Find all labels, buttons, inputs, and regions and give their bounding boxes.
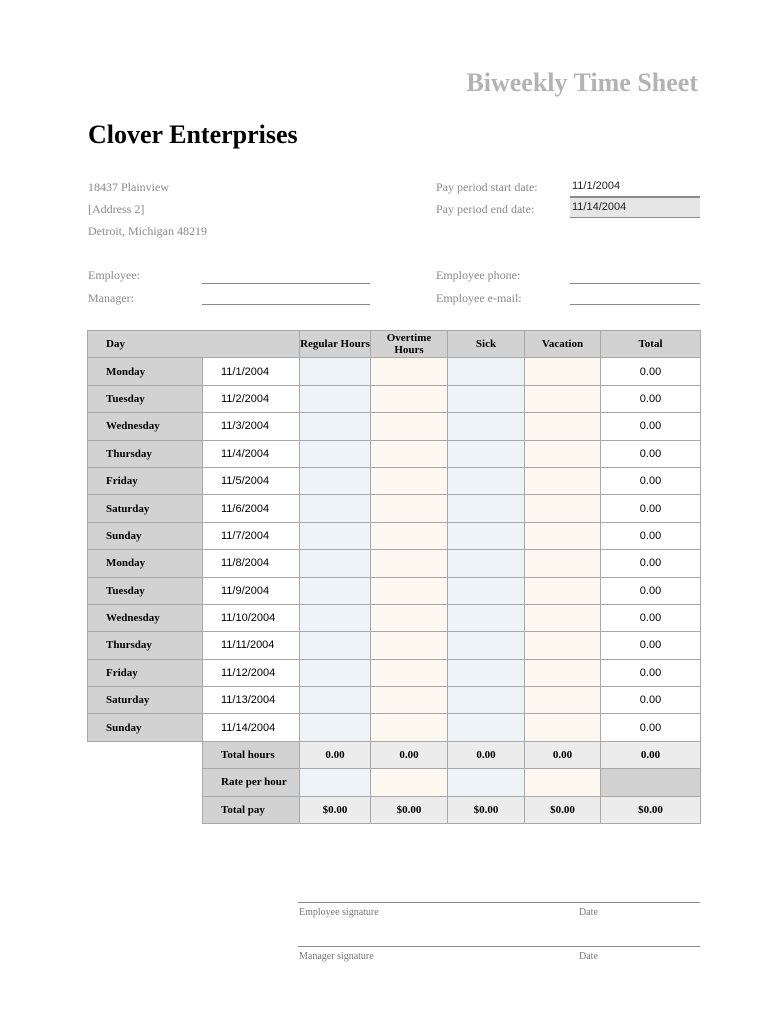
row-total-cell: 0.00 <box>601 413 701 440</box>
day-name-cell: Sunday <box>88 714 203 741</box>
header-day: Day <box>88 331 300 358</box>
manager-signature-line[interactable] <box>298 946 700 947</box>
pay-period-start-label: Pay period start date: <box>436 180 538 194</box>
vacation-hours-cell[interactable] <box>525 495 601 522</box>
blank-cell <box>88 769 203 796</box>
overtime-hours-cell[interactable] <box>371 413 448 440</box>
regular-hours-cell[interactable] <box>300 632 371 659</box>
sick-hours-cell[interactable] <box>448 495 525 522</box>
table-header-row <box>88 331 701 358</box>
vacation-hours-cell[interactable] <box>525 687 601 714</box>
vacation-hours-cell[interactable] <box>525 385 601 412</box>
regular-hours-cell[interactable] <box>300 358 371 385</box>
regular-hours-cell[interactable] <box>300 495 371 522</box>
employee-email-label: Employee e-mail: <box>436 291 522 305</box>
row-total-cell: 0.00 <box>601 440 701 467</box>
pay-period-start-value: 11/1/2004 <box>572 180 621 192</box>
date-cell: 11/6/2004 <box>203 495 300 522</box>
header-vacation: Vacation <box>525 331 601 358</box>
day-name-cell: Wednesday <box>88 413 203 440</box>
manager-label: Manager: <box>88 291 134 305</box>
regular-hours-cell[interactable] <box>300 687 371 714</box>
date-cell: 11/1/2004 <box>203 358 300 385</box>
day-name-cell: Tuesday <box>88 385 203 412</box>
pay-period-end-field[interactable] <box>570 197 700 218</box>
vacation-hours-cell[interactable] <box>525 604 601 631</box>
total-hours-label: Total hours <box>203 741 300 768</box>
regular-hours-cell[interactable] <box>300 385 371 412</box>
regular-hours-cell[interactable] <box>300 550 371 577</box>
rate-per-hour-row <box>88 769 701 796</box>
total-hours-regular: 0.00 <box>300 741 371 768</box>
sick-hours-cell[interactable] <box>448 440 525 467</box>
total-hours-sick: 0.00 <box>448 741 525 768</box>
sick-hours-cell[interactable] <box>448 632 525 659</box>
row-total-cell: 0.00 <box>601 550 701 577</box>
row-total-cell: 0.00 <box>601 659 701 686</box>
date-cell: 11/14/2004 <box>203 714 300 741</box>
day-name-cell: Thursday <box>88 440 203 467</box>
regular-hours-cell[interactable] <box>300 413 371 440</box>
employee-signature-line[interactable] <box>298 902 700 903</box>
employee-phone-label: Employee phone: <box>436 268 521 282</box>
date-cell: 11/3/2004 <box>203 413 300 440</box>
regular-hours-cell[interactable] <box>300 659 371 686</box>
regular-hours-cell[interactable] <box>300 577 371 604</box>
sick-hours-cell[interactable] <box>448 467 525 494</box>
vacation-hours-cell[interactable] <box>525 522 601 549</box>
manager-signature-label: Manager signature <box>299 951 374 962</box>
sick-hours-cell[interactable] <box>448 522 525 549</box>
employee-signature-date-label: Date <box>579 907 598 918</box>
rate-regular-input[interactable] <box>300 769 371 796</box>
regular-hours-cell[interactable] <box>300 604 371 631</box>
vacation-hours-cell[interactable] <box>525 577 601 604</box>
sick-hours-cell[interactable] <box>448 550 525 577</box>
total-pay-sick: $0.00 <box>448 796 525 823</box>
total-hours-overtime: 0.00 <box>371 741 448 768</box>
overtime-hours-cell[interactable] <box>371 385 448 412</box>
total-pay-regular: $0.00 <box>300 796 371 823</box>
date-cell: 11/10/2004 <box>203 604 300 631</box>
row-total-cell: 0.00 <box>601 495 701 522</box>
total-hours-vacation: 0.00 <box>525 741 601 768</box>
regular-hours-cell[interactable] <box>300 440 371 467</box>
total-hours-total: 0.00 <box>601 741 701 768</box>
overtime-hours-cell[interactable] <box>371 550 448 577</box>
address-line-1: 18437 Plainview <box>88 180 169 194</box>
document-title: Biweekly Time Sheet <box>466 68 698 97</box>
timesheet-table <box>87 330 701 824</box>
rate-total-cell <box>601 769 701 796</box>
vacation-hours-cell[interactable] <box>525 550 601 577</box>
table-row <box>88 632 701 659</box>
date-cell: 11/13/2004 <box>203 687 300 714</box>
pay-period-start-field[interactable] <box>570 177 700 197</box>
table-row <box>88 385 701 412</box>
total-pay-total: $0.00 <box>601 796 701 823</box>
table-row <box>88 495 701 522</box>
row-total-cell: 0.00 <box>601 577 701 604</box>
vacation-hours-cell[interactable] <box>525 632 601 659</box>
row-total-cell: 0.00 <box>601 714 701 741</box>
date-cell: 11/9/2004 <box>203 577 300 604</box>
table-row <box>88 714 701 741</box>
overtime-hours-cell[interactable] <box>371 495 448 522</box>
row-total-cell: 0.00 <box>601 385 701 412</box>
day-name-cell: Saturday <box>88 687 203 714</box>
regular-hours-cell[interactable] <box>300 467 371 494</box>
vacation-hours-cell[interactable] <box>525 358 601 385</box>
vacation-hours-cell[interactable] <box>525 659 601 686</box>
sick-hours-cell[interactable] <box>448 577 525 604</box>
table-row <box>88 522 701 549</box>
table-row <box>88 467 701 494</box>
day-name-cell: Saturday <box>88 495 203 522</box>
date-cell: 11/11/2004 <box>203 632 300 659</box>
vacation-hours-cell[interactable] <box>525 467 601 494</box>
table-row <box>88 358 701 385</box>
table-row <box>88 413 701 440</box>
employee-signature-label: Employee signature <box>299 907 379 918</box>
table-row <box>88 550 701 577</box>
employee-phone-field[interactable] <box>570 283 700 284</box>
row-total-cell: 0.00 <box>601 522 701 549</box>
overtime-hours-cell[interactable] <box>371 522 448 549</box>
sick-hours-cell[interactable] <box>448 687 525 714</box>
rate-overtime-input[interactable] <box>371 769 448 796</box>
date-cell: 11/12/2004 <box>203 659 300 686</box>
employee-label: Employee: <box>88 268 140 282</box>
blank-cell <box>88 741 203 768</box>
header-overtime-hours: Overtime Hours <box>371 331 448 358</box>
overtime-hours-cell[interactable] <box>371 687 448 714</box>
employee-email-field[interactable] <box>570 304 700 305</box>
row-total-cell: 0.00 <box>601 467 701 494</box>
day-name-cell: Thursday <box>88 632 203 659</box>
regular-hours-cell[interactable] <box>300 522 371 549</box>
row-total-cell: 0.00 <box>601 358 701 385</box>
manager-signature-date-label: Date <box>579 951 598 962</box>
table-row <box>88 659 701 686</box>
overtime-hours-cell[interactable] <box>371 659 448 686</box>
overtime-hours-cell[interactable] <box>371 604 448 631</box>
total-hours-row <box>88 741 701 768</box>
city-state-zip: Detroit, Michigan 48219 <box>88 224 207 238</box>
pay-period-end-value: 11/14/2004 <box>572 201 627 213</box>
total-pay-label: Total pay <box>203 796 300 823</box>
address-line-2: [Address 2] <box>88 202 145 216</box>
sick-hours-cell[interactable] <box>448 413 525 440</box>
table-row <box>88 440 701 467</box>
day-name-cell: Friday <box>88 659 203 686</box>
date-cell: 11/4/2004 <box>203 440 300 467</box>
vacation-hours-cell[interactable] <box>525 714 601 741</box>
overtime-hours-cell[interactable] <box>371 632 448 659</box>
header-regular-hours: Regular Hours <box>300 331 371 358</box>
total-pay-vacation: $0.00 <box>525 796 601 823</box>
overtime-hours-cell[interactable] <box>371 440 448 467</box>
date-cell: 11/2/2004 <box>203 385 300 412</box>
rate-vacation-input[interactable] <box>525 769 601 796</box>
overtime-hours-cell[interactable] <box>371 467 448 494</box>
rate-sick-input[interactable] <box>448 769 525 796</box>
pay-period-end-label: Pay period end date: <box>436 202 535 216</box>
overtime-hours-cell[interactable] <box>371 714 448 741</box>
total-pay-overtime: $0.00 <box>371 796 448 823</box>
date-cell: 11/7/2004 <box>203 522 300 549</box>
header-total: Total <box>601 331 701 358</box>
date-cell: 11/8/2004 <box>203 550 300 577</box>
vacation-hours-cell[interactable] <box>525 413 601 440</box>
table-row <box>88 604 701 631</box>
sick-hours-cell[interactable] <box>448 604 525 631</box>
sick-hours-cell[interactable] <box>448 714 525 741</box>
sick-hours-cell[interactable] <box>448 659 525 686</box>
vacation-hours-cell[interactable] <box>525 440 601 467</box>
rate-per-hour-label: Rate per hour <box>203 769 300 796</box>
day-name-cell: Friday <box>88 467 203 494</box>
company-name: Clover Enterprises <box>88 120 298 149</box>
sick-hours-cell[interactable] <box>448 358 525 385</box>
day-name-cell: Sunday <box>88 522 203 549</box>
table-row <box>88 577 701 604</box>
table-row <box>88 687 701 714</box>
total-pay-row <box>88 796 701 823</box>
day-name-cell: Monday <box>88 550 203 577</box>
row-total-cell: 0.00 <box>601 632 701 659</box>
overtime-hours-cell[interactable] <box>371 577 448 604</box>
day-name-cell: Tuesday <box>88 577 203 604</box>
header-sick: Sick <box>448 331 525 358</box>
overtime-hours-cell[interactable] <box>371 358 448 385</box>
employee-field[interactable] <box>202 283 370 284</box>
regular-hours-cell[interactable] <box>300 714 371 741</box>
blank-cell <box>88 796 203 823</box>
day-name-cell: Monday <box>88 358 203 385</box>
date-cell: 11/5/2004 <box>203 467 300 494</box>
row-total-cell: 0.00 <box>601 604 701 631</box>
day-name-cell: Wednesday <box>88 604 203 631</box>
sick-hours-cell[interactable] <box>448 385 525 412</box>
row-total-cell: 0.00 <box>601 687 701 714</box>
manager-field[interactable] <box>202 304 370 305</box>
